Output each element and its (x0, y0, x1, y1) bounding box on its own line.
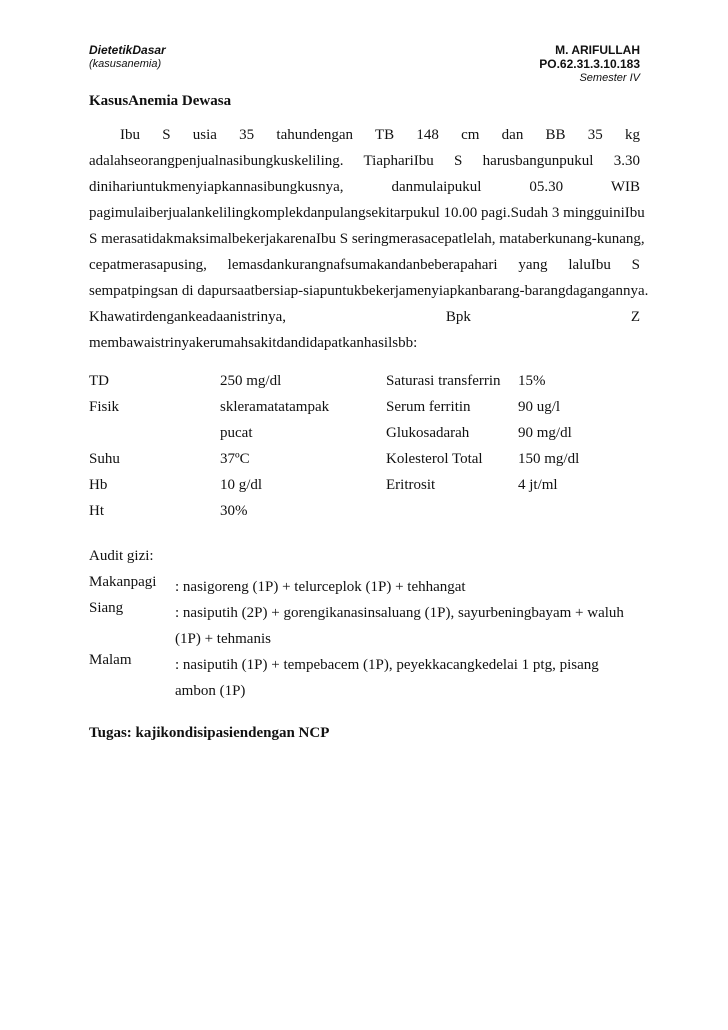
lab-result: 150 mg/dl (518, 451, 580, 467)
lab-test: Serum ferritin (386, 399, 471, 415)
meal-detail-line: : nasiputih (1P) + tempebacem (1P), peyekkacangkedelai 1 ptg, pisang (175, 657, 599, 673)
lab-value: 250 mg/dl (220, 373, 282, 389)
meal-detail-line: (1P) + tehmanis (175, 631, 271, 647)
paragraph-line: dinihariuntukmenyiapkannasibungkusnya, danmulaipukul 05.30 WIB (89, 179, 640, 195)
semester: Semester IV (579, 72, 640, 84)
audit-heading: Audit gizi: (89, 548, 154, 564)
task-instruction: Tugas: kajikondisipasiendengan NCP (89, 725, 330, 741)
meal-detail-line: : nasiputih (2P) + gorengikanasinsaluang (1P), sayurbeningbayam + waluh (175, 605, 624, 621)
lab-test: Kolesterol Total (386, 451, 483, 467)
lab-value: pucat (220, 425, 253, 441)
paragraph-line: S merasatidakmaksimalbekerjakarenaIbu S seringmerasacepatlelah, mataberkunang-kunang, (89, 231, 645, 247)
meal-detail (175, 600, 645, 652)
paragraph-line: cepatmerasapusing, lemasdankurangnafsumakandanbeberapahari yang laluIbu S (89, 257, 640, 273)
lab-test: Saturasi transferrin (386, 373, 501, 389)
lab-row (89, 451, 640, 477)
lab-label: Ht (89, 503, 104, 519)
lab-label: Hb (89, 477, 108, 493)
header-right (539, 43, 640, 85)
lab-result: 90 ug/l (518, 399, 561, 415)
lab-label: TD (89, 373, 109, 389)
lab-value: 30% (220, 503, 248, 519)
lab-test: Eritrosit (386, 477, 436, 493)
lab-value: 10 g/dl (220, 477, 263, 493)
meal-detail-line: ambon (1P) (175, 683, 246, 699)
course-name: DietetikDasar (89, 43, 166, 57)
lab-row (89, 477, 640, 503)
lab-row (89, 399, 640, 425)
meal-detail-line: : nasigoreng (1P) + telurceplok (1P) + tehhangat (175, 579, 466, 595)
header-left (89, 43, 166, 71)
lab-result: 4 jt/ml (518, 477, 558, 493)
paragraph-line: pagimulaiberjualankelilingkomplekdanpulangsekitarpukul 10.00 pagi.Sudah 3 mingguiniIbu (89, 205, 645, 221)
paragraph-line: Khawatirdengankeadaanistrinya, Bpk Z (89, 309, 640, 325)
lab-result: 15% (518, 373, 546, 389)
student-id: PO.62.31.3.10.183 (539, 57, 640, 71)
lab-row (89, 425, 640, 451)
meal-label: Makanpagi (89, 574, 157, 590)
paragraph-line: Ibu S usia 35 tahundengan TB 148 cm dan BB 35 kg (120, 127, 640, 143)
case-title: KasusAnemia Dewasa (89, 93, 232, 109)
lab-result: 90 mg/dl (518, 425, 572, 441)
lab-value: skleramatatampak (220, 399, 330, 415)
case-paragraph (89, 122, 649, 356)
lab-value: 37ºC (220, 451, 250, 467)
meal-detail (175, 574, 645, 600)
lab-label: Suhu (89, 451, 120, 467)
paragraph-line: sempatpingsan di dapursaatbersiap-siapuntukbekerjamenyiapkanbarang-barangdagangannya. (89, 283, 649, 299)
meal-detail (175, 652, 645, 704)
paragraph-line: adalahseorangpenjualnasibungkuskeliling. TiaphariIbu S harusbangunpukul 3.30 (89, 153, 640, 169)
lab-row (89, 373, 640, 399)
lab-test: Glukosadarah (386, 425, 470, 441)
paragraph-line: membawaistrinyakerumahsakitdandidapatkanhasilsbb: (89, 335, 418, 351)
case-type: (kasusanemia) (89, 58, 162, 70)
author-name: M. ARIFULLAH (555, 43, 640, 57)
meal-label: Malam (89, 652, 132, 668)
meal-label: Siang (89, 600, 124, 616)
lab-label: Fisik (89, 399, 120, 415)
lab-row (89, 503, 640, 529)
